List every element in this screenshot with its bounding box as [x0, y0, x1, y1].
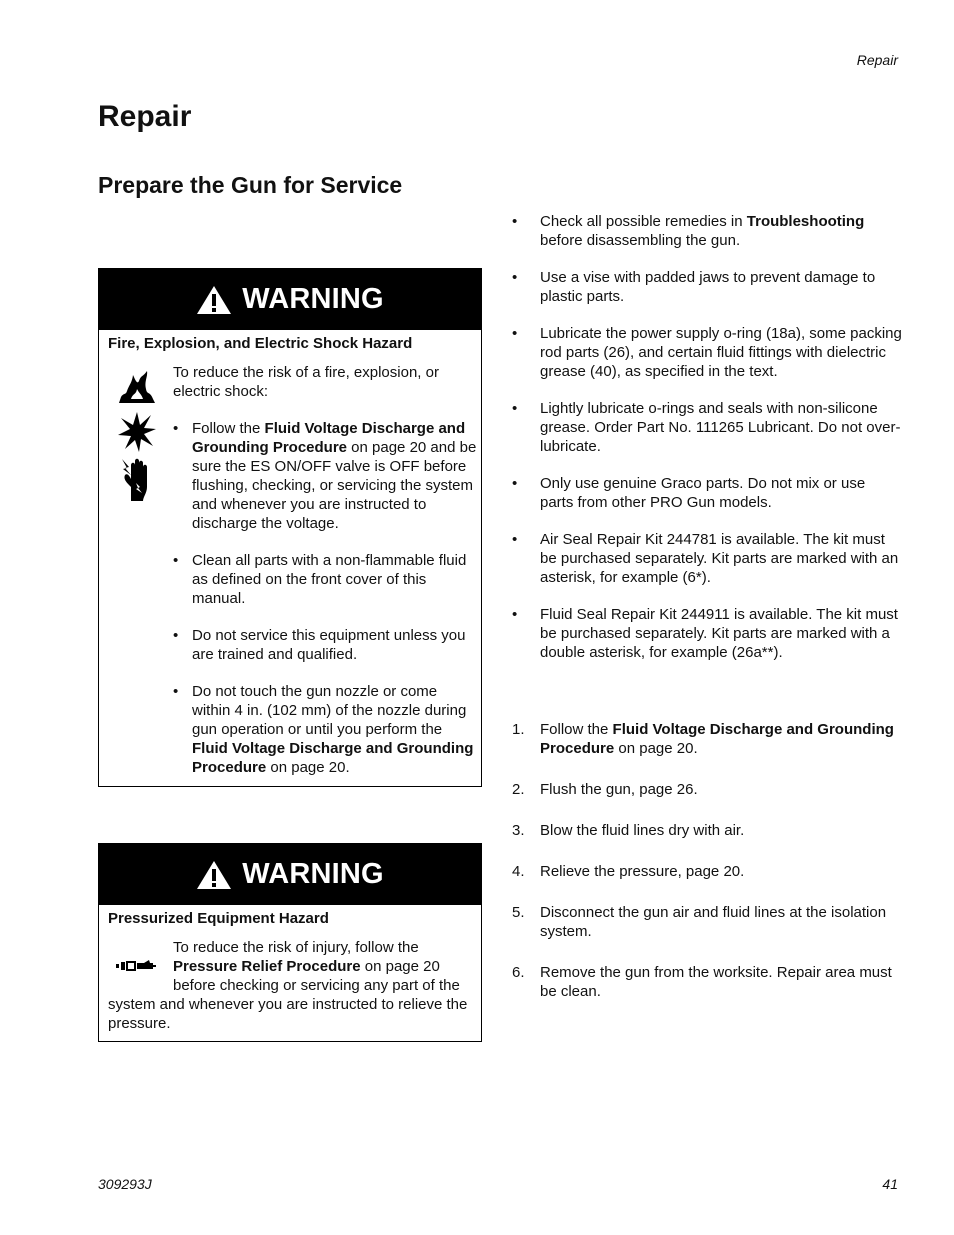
warning-text: To reduce the risk of injury, follow the Pressure Relief Procedure on page 20 before checking or servicing any part of the system and whenever you are instructed to relieve the pressure. — [108, 939, 468, 1032]
footer-page-number: 41 — [882, 1176, 898, 1192]
bullet: • — [512, 606, 518, 623]
list-item: • Air Seal Repair Kit 244781 is available. The kit must be purchased separately. Kit parts are marked with an asterisk, for example (6*). — [512, 531, 899, 586]
bullet: • — [512, 325, 518, 342]
list-item: • Fluid Seal Repair Kit 244911 is available. The kit must be purchased separately. Kit parts are marked with a double asterisk, for example (26a**). — [512, 606, 898, 661]
step-number: 2. — [512, 781, 525, 798]
hazard-title: Pressurized Equipment Hazard — [108, 910, 329, 927]
list-item: • Check all possible remedies in Troubleshooting before disassembling the gun. — [512, 213, 865, 249]
bullet: • — [512, 475, 518, 492]
list-item: • Lightly lubricate o-rings and seals with non-silicone grease. Order Part No. 111265 Lubricant. Do not over-lubricate. — [512, 400, 901, 455]
bullet: • — [173, 420, 179, 437]
electric-shock-icon — [117, 457, 157, 503]
list-item: • Lubricate the power supply o-ring (18a), some packing rod parts (26), and certain fluid fittings with dielectric grease (40), as specified in the text. — [512, 325, 902, 380]
explosion-icon — [117, 411, 157, 453]
footer-doc-number: 309293J — [98, 1176, 152, 1192]
step-number: 1. — [512, 721, 525, 738]
list-item: • Do not touch the gun nozzle or come within 4 in. (102 mm) of the nozzle during gun operation or until you perform the Fluid Voltage Discharge and Grounding Procedure on page 20. — [173, 683, 474, 776]
list-item: 2. Flush the gun, page 26. — [512, 781, 698, 798]
fire-icon — [117, 369, 157, 405]
step-number: 3. — [512, 822, 525, 839]
list-item: • Use a vise with padded jaws to prevent damage to plastic parts. — [512, 269, 876, 305]
warning-banner-text: WARNING — [242, 858, 384, 890]
warning-banner — [99, 269, 481, 330]
warning-banner — [99, 844, 481, 905]
warning-triangle-icon — [196, 860, 232, 890]
bullet: • — [173, 627, 179, 644]
section-title: Prepare the Gun for Service — [98, 172, 403, 198]
hazard-title: Fire, Explosion, and Electric Shock Hazard — [108, 335, 413, 352]
warning-intro: To reduce the risk of a fire, explosion, or electric shock: — [173, 364, 439, 400]
list-item: • Do not service this equipment unless you are trained and qualified. — [173, 627, 466, 663]
list-item: • Clean all parts with a non-flammable fluid as defined on the front cover of this manual. — [173, 552, 467, 607]
list-item: 4. Relieve the pressure, page 20. — [512, 863, 745, 880]
bullet: • — [173, 552, 179, 569]
list-item: 6. Remove the gun from the worksite. Repair area must be clean. — [512, 964, 892, 1000]
list-item: 1. Follow the Fluid Voltage Discharge and Grounding Procedure on page 20. — [512, 721, 894, 757]
step-number: 4. — [512, 863, 525, 880]
warning-banner-text: WARNING — [242, 283, 384, 315]
running-header: Repair — [856, 52, 898, 68]
step-number: 6. — [512, 964, 525, 981]
list-item: 3. Blow the fluid lines dry with air. — [512, 822, 745, 839]
bullet: • — [512, 269, 518, 286]
list-item: • Follow the Fluid Voltage Discharge and Grounding Procedure on page 20 and be sure the ES ON/OFF valve is OFF before flushing, checking, or servicing the system and whenever you are instructed to discharge the voltage. — [173, 420, 477, 532]
page-title: Repair — [98, 100, 192, 133]
list-item: 5. Disconnect the gun air and fluid lines at the isolation system. — [512, 904, 887, 940]
warning-list — [173, 419, 479, 795]
warning-triangle-icon — [196, 285, 232, 315]
bullet: • — [512, 531, 518, 548]
bullet: • — [512, 400, 518, 417]
step-number: 5. — [512, 904, 525, 921]
service-steps-list — [512, 720, 902, 1023]
list-item: • Only use genuine Graco parts. Do not mix or use parts from other PRO Gun models. — [512, 475, 866, 511]
warning-box-pressurized — [98, 843, 482, 1042]
bullet: • — [173, 683, 179, 700]
service-notes-list — [512, 212, 902, 680]
bullet: • — [512, 213, 518, 230]
warning-box-fire-explosion — [98, 268, 482, 787]
pressurized-spray-icon — [116, 960, 156, 972]
